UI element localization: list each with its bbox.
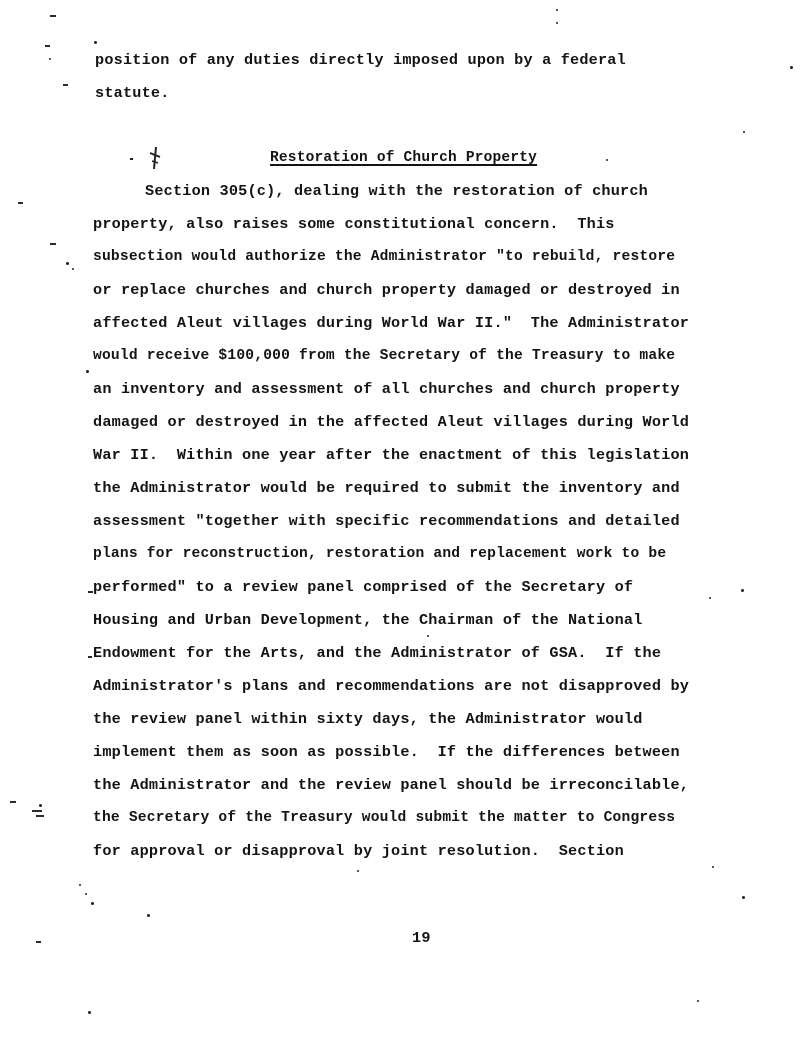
scan-speck xyxy=(10,801,16,803)
body-line: the Administrator and the review panel should be irreconcilable, xyxy=(93,776,690,794)
scan-speck xyxy=(556,9,558,11)
page-number: 19 xyxy=(412,929,431,947)
scan-speck xyxy=(32,810,42,812)
scan-speck xyxy=(741,589,744,592)
body-line: affected Aleut villages during World War II." The Administrator xyxy=(93,314,690,332)
scan-speck xyxy=(712,866,714,868)
scan-speck xyxy=(49,58,51,60)
scan-speck xyxy=(79,884,81,886)
body-line: Administrator's plans and recommendations are not disapproved by xyxy=(93,677,690,695)
scan-speck xyxy=(66,262,69,265)
scan-speck xyxy=(50,15,56,17)
handwritten-mark-icon xyxy=(128,143,172,171)
body-line: War II. Within one year after the enactment of this legislation xyxy=(93,446,690,464)
scan-speck xyxy=(18,202,23,204)
body-line: assessment "together with specific recommendations and detailed xyxy=(93,512,680,530)
scan-speck xyxy=(50,243,56,245)
section-heading: Restoration of Church Property xyxy=(270,150,538,166)
scan-speck xyxy=(697,1000,699,1002)
scan-speck xyxy=(357,870,359,872)
body-line: property, also raises some constitutional concern. This xyxy=(93,215,615,233)
text-line-top-2: statute. xyxy=(95,84,170,102)
scan-speck xyxy=(427,635,429,637)
scan-speck xyxy=(790,66,793,69)
scan-speck xyxy=(606,159,608,161)
scan-speck xyxy=(94,41,97,44)
body-line: the Administrator would be required to submit the inventory and xyxy=(93,479,680,497)
scan-speck xyxy=(742,896,745,899)
scan-speck xyxy=(88,1011,91,1014)
body-line: Section 305(c), dealing with the restoration of church xyxy=(145,182,648,200)
body-line: Housing and Urban Development, the Chairman of the National xyxy=(93,611,643,629)
scan-speck xyxy=(709,597,711,599)
scan-speck xyxy=(743,131,745,133)
body-line: damaged or destroyed in the affected Aleut villages during World xyxy=(93,413,690,431)
body-line: an inventory and assessment of all churches and church property xyxy=(93,380,680,398)
body-line: for approval or disapproval by joint resolution. Section xyxy=(93,842,624,860)
scan-speck xyxy=(45,45,50,47)
body-line: the Secretary of the Treasury would submit the matter to Congress xyxy=(93,810,676,826)
scan-speck xyxy=(147,914,150,917)
scan-speck xyxy=(85,893,87,895)
body-line: would receive $100,000 from the Secretary of the Treasury to make xyxy=(93,348,676,364)
scan-speck xyxy=(63,84,68,86)
body-line: the review panel within sixty days, the Administrator would xyxy=(93,710,643,728)
text-line-top-1: position of any duties directly imposed upon by a federal xyxy=(95,51,626,69)
body-line: or replace churches and church property damaged or destroyed in xyxy=(93,281,680,299)
scan-speck xyxy=(88,656,92,658)
scan-speck xyxy=(72,268,74,270)
scan-speck xyxy=(88,591,93,593)
scan-speck xyxy=(91,902,94,905)
scan-speck xyxy=(86,370,89,373)
scan-speck xyxy=(36,815,44,817)
body-line: subsection would authorize the Administrator "to rebuild, restore xyxy=(93,249,676,265)
scan-speck xyxy=(39,804,42,807)
scan-speck xyxy=(556,22,558,24)
body-line: plans for reconstruction, restoration and replacement work to be xyxy=(93,546,667,562)
scan-speck xyxy=(36,941,41,943)
body-line: implement them as soon as possible. If the differences between xyxy=(93,743,680,761)
body-line: performed" to a review panel comprised of the Secretary of xyxy=(93,578,634,596)
body-line: Endowment for the Arts, and the Administrator of GSA. If the xyxy=(93,644,662,662)
